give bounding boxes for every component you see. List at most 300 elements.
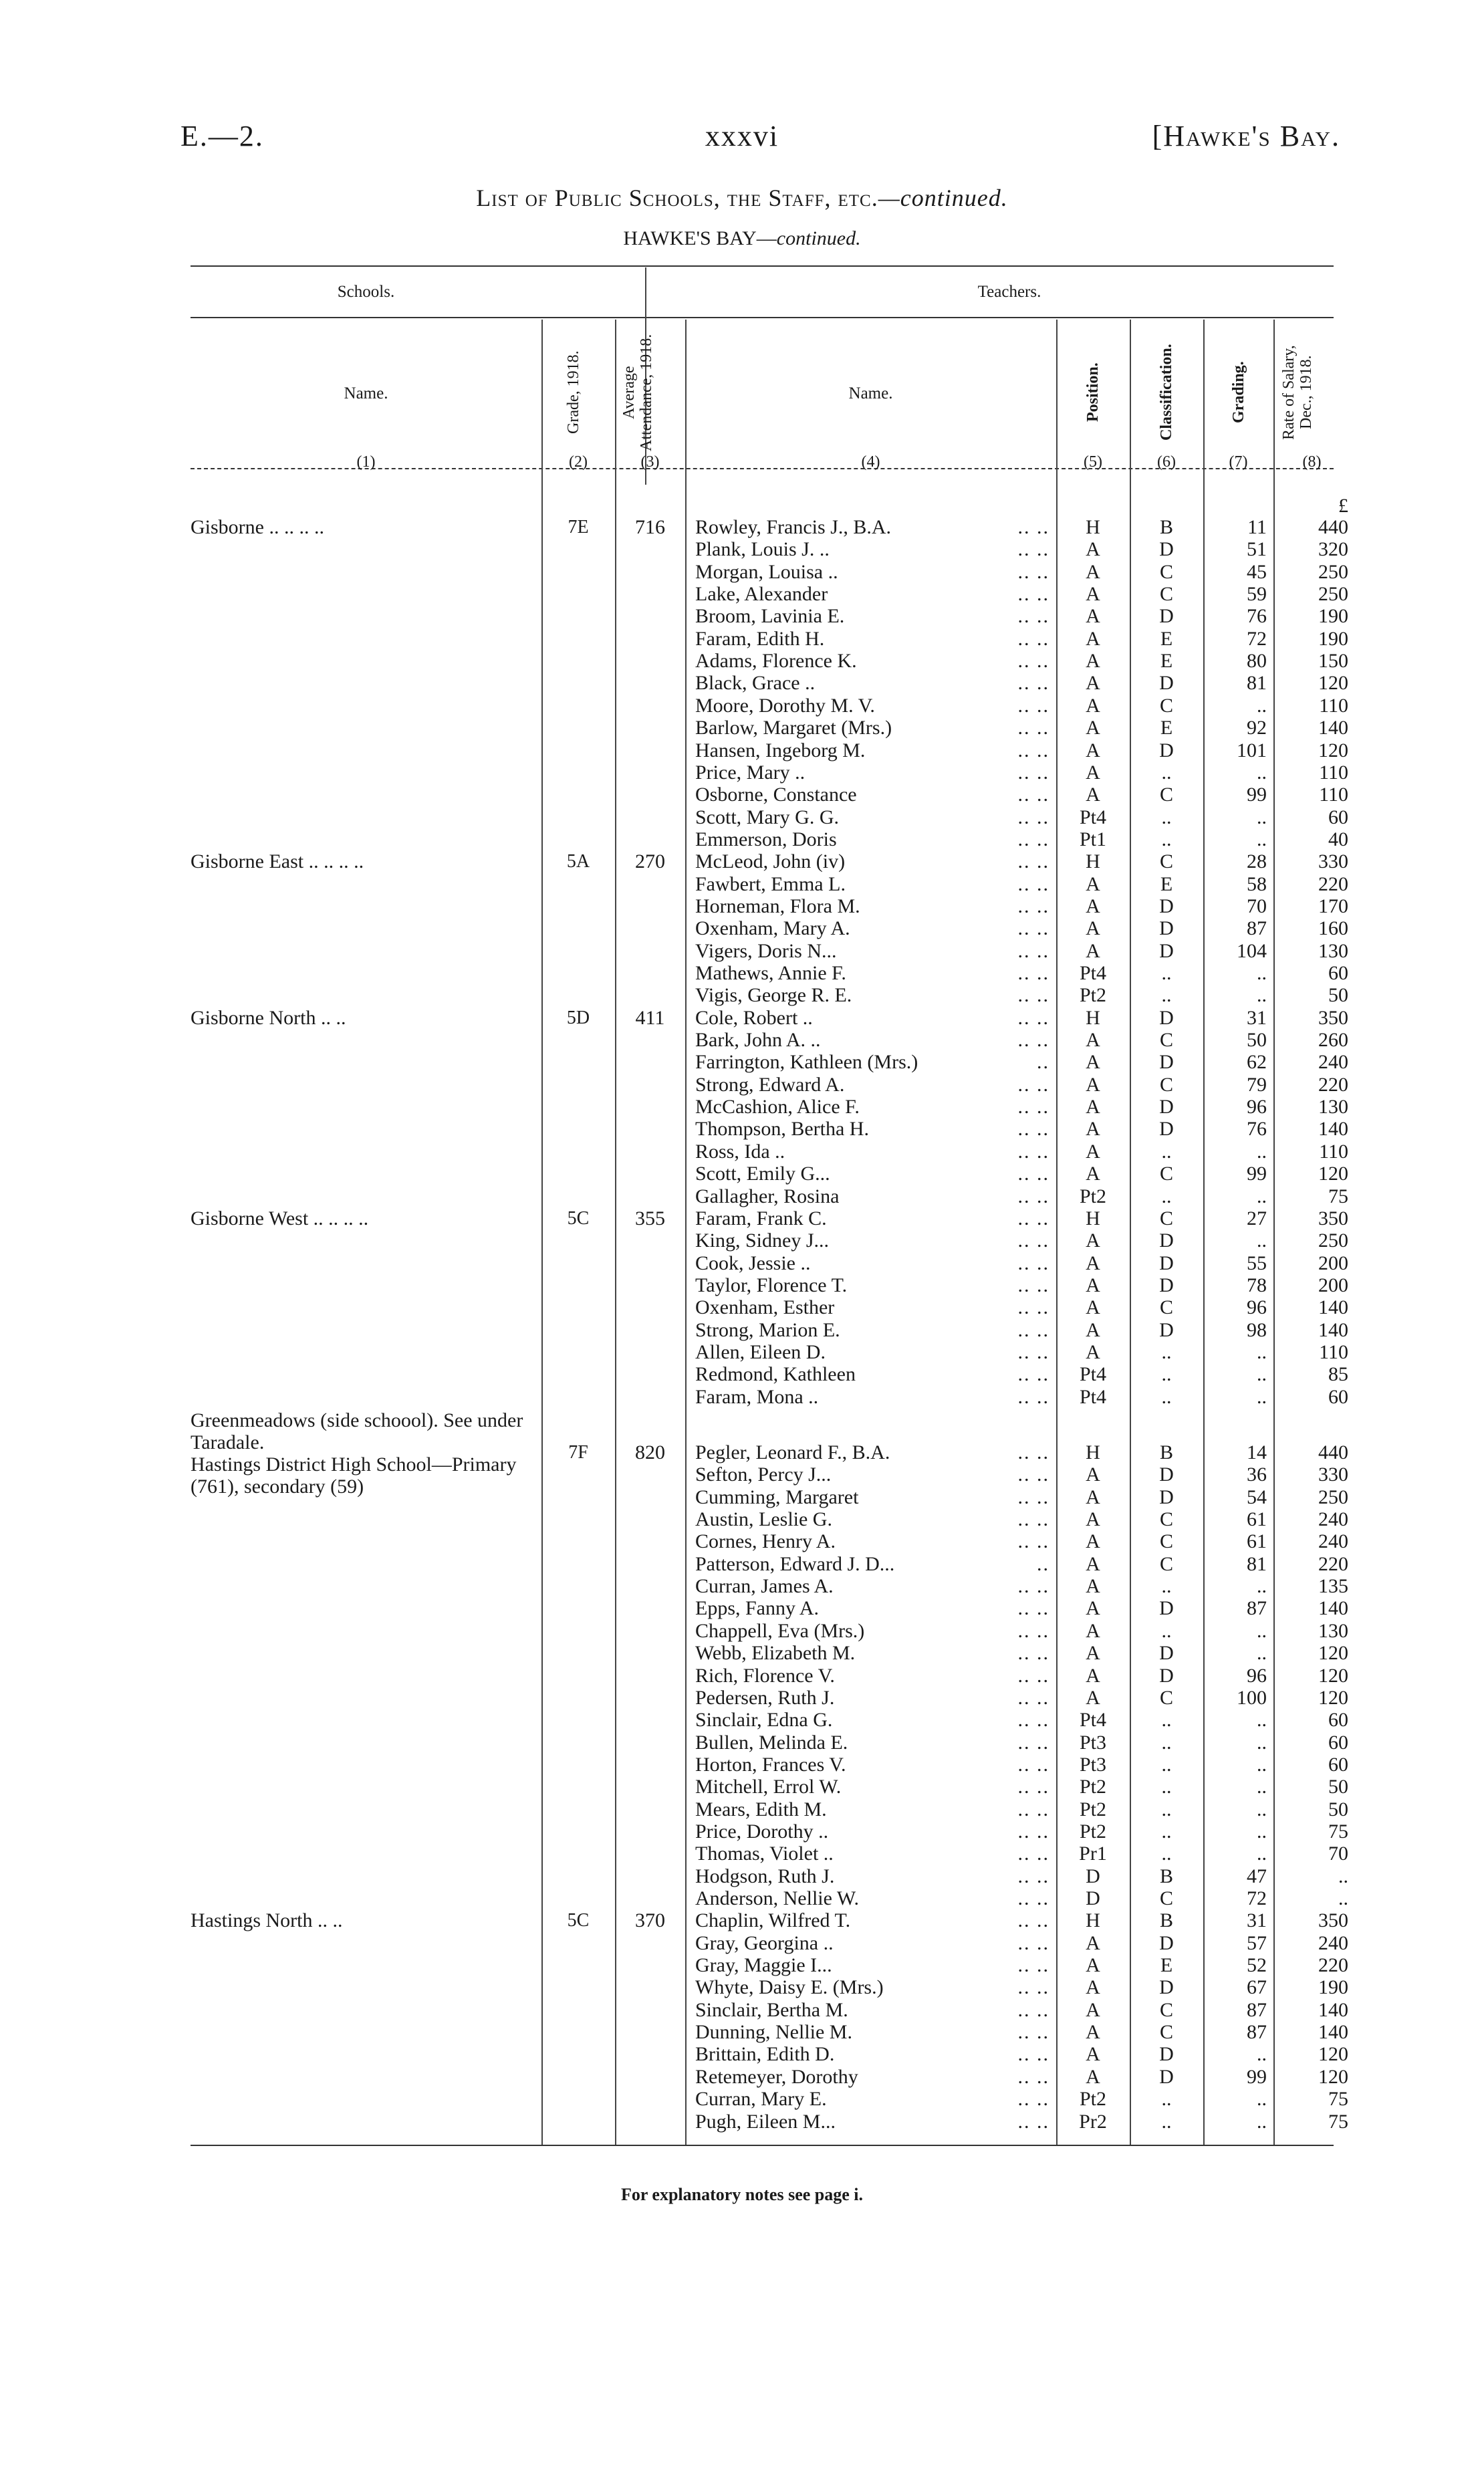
teacher-name: Faram, Edith H. xyxy=(695,628,825,650)
teacher-grading: .. xyxy=(1257,984,1267,1006)
teacher-salary: 110 xyxy=(1319,695,1348,717)
teacher-name: Gray, Georgina .. xyxy=(695,1932,834,1954)
teacher-salary: 75 xyxy=(1328,1185,1348,1207)
teacher-classification: .. xyxy=(1161,984,1172,1006)
teacher-position: H xyxy=(1086,1207,1100,1229)
leader-dots: .. .. xyxy=(1017,695,1049,717)
teacher-salary: .. xyxy=(1338,1865,1348,1887)
teacher-salary: 320 xyxy=(1318,538,1348,560)
teacher-salary: 240 xyxy=(1318,1051,1348,1073)
teacher-classification: .. xyxy=(1161,1843,1172,1865)
teacher-grading: 79 xyxy=(1247,1074,1267,1096)
table-row xyxy=(0,1687,1484,1709)
teacher-classification: E xyxy=(1160,628,1173,650)
table-row xyxy=(0,1843,1484,1865)
school-name: Gisborne East .. .. .. .. xyxy=(191,850,364,872)
teacher-name: Cook, Jessie .. xyxy=(695,1252,811,1274)
teacher-classification: E xyxy=(1160,1954,1173,1976)
table-row xyxy=(0,1976,1484,1998)
table-row xyxy=(0,2088,1484,2110)
table-row xyxy=(0,1575,1484,1597)
table-row xyxy=(0,1319,1484,1341)
teacher-grading: 67 xyxy=(1247,1976,1267,1998)
teacher-salary: 140 xyxy=(1318,1296,1348,1318)
teacher-classification: D xyxy=(1159,1007,1174,1029)
teacher-salary: 120 xyxy=(1318,2043,1348,2065)
teacher-grading: 11 xyxy=(1247,516,1267,538)
teacher-grading: 99 xyxy=(1247,1163,1267,1185)
teacher-position: A xyxy=(1086,1463,1100,1486)
teacher-position: H xyxy=(1086,516,1100,538)
teacher-grading: .. xyxy=(1257,1642,1267,1664)
teacher-salary: 140 xyxy=(1318,2021,1348,2043)
leader-dots: .. .. xyxy=(1017,516,1049,538)
teacher-grading: .. xyxy=(1257,806,1267,828)
table-row xyxy=(0,1776,1484,1798)
teacher-grading: 99 xyxy=(1247,2066,1267,2088)
teacher-position: A xyxy=(1086,1642,1100,1664)
teacher-name: Sinclair, Edna G. xyxy=(695,1709,833,1731)
teacher-salary: 190 xyxy=(1318,605,1348,627)
leader-dots: .. .. xyxy=(1017,1798,1049,1820)
teacher-grading: 76 xyxy=(1247,1118,1267,1140)
teacher-position: A xyxy=(1086,1252,1100,1274)
table-row xyxy=(0,1754,1484,1776)
teacher-salary: 110 xyxy=(1319,1341,1348,1363)
leader-dots: .. .. xyxy=(1017,1575,1049,1597)
leader-dots: .. .. xyxy=(1017,1530,1049,1552)
leader-dots: .. .. xyxy=(1017,1296,1049,1318)
teacher-classification: D xyxy=(1159,1463,1174,1486)
leader-dots: .. .. xyxy=(1017,1820,1049,1843)
teacher-grading: .. xyxy=(1257,962,1267,984)
teacher-name: Redmond, Kathleen xyxy=(695,1363,856,1385)
table-row xyxy=(0,850,1484,872)
teacher-classification: C xyxy=(1159,695,1173,717)
teacher-classification: .. xyxy=(1161,1363,1172,1385)
teacher-salary: 220 xyxy=(1318,873,1348,895)
table-row xyxy=(0,1274,1484,1296)
teacher-salary: 140 xyxy=(1318,717,1348,739)
school-grade: 7E xyxy=(568,517,589,538)
teacher-position: A xyxy=(1086,695,1100,717)
teacher-position: A xyxy=(1086,1665,1100,1687)
teacher-position: A xyxy=(1086,650,1100,672)
table-row xyxy=(0,1296,1484,1318)
teacher-salary: .. xyxy=(1338,1887,1348,1909)
teacher-classification: E xyxy=(1160,650,1173,672)
teacher-classification: D xyxy=(1159,1486,1174,1508)
teacher-position: A xyxy=(1086,1118,1100,1140)
leader-dots: .. .. xyxy=(1017,1909,1049,1931)
leader-dots: .. .. xyxy=(1017,1341,1049,1363)
teacher-grading: 70 xyxy=(1247,895,1267,917)
teacher-position: A xyxy=(1086,1932,1100,1954)
leader-dots: .. .. xyxy=(1017,1141,1049,1163)
teacher-classification: D xyxy=(1159,1118,1174,1140)
teacher-salary: 60 xyxy=(1328,1754,1348,1776)
teacher-name: Taylor, Florence T. xyxy=(695,1274,848,1296)
leader-dots: .. .. xyxy=(1017,1665,1049,1687)
col-header-grade: Grade, 1918. xyxy=(565,350,582,435)
table-row xyxy=(0,1798,1484,1820)
table-row xyxy=(0,1865,1484,1887)
teacher-classification: C xyxy=(1159,583,1173,605)
header-right: [Hawke's Bay. xyxy=(1152,120,1340,152)
teacher-name: Strong, Marion E. xyxy=(695,1319,840,1341)
teacher-name: Farrington, Kathleen (Mrs.) xyxy=(695,1051,918,1073)
teacher-salary: 220 xyxy=(1318,1954,1348,1976)
leader-dots: .. .. xyxy=(1017,1319,1049,1341)
teacher-classification: E xyxy=(1160,873,1173,895)
teacher-name: Bullen, Melinda E. xyxy=(695,1732,848,1754)
teacher-grading: 87 xyxy=(1247,1597,1267,1619)
teacher-grading: 72 xyxy=(1247,628,1267,650)
table-row xyxy=(0,561,1484,583)
teacher-classification: C xyxy=(1159,1029,1173,1051)
teacher-position: Pt1 xyxy=(1079,828,1107,850)
table-row xyxy=(0,1530,1484,1552)
table-row xyxy=(0,1999,1484,2021)
teacher-name: Pedersen, Ruth J. xyxy=(695,1687,835,1709)
teacher-position: A xyxy=(1086,1508,1100,1530)
rule-group xyxy=(191,317,1334,318)
teacher-classification: .. xyxy=(1161,962,1172,984)
leader-dots: .. .. xyxy=(1017,940,1049,962)
teacher-salary: 50 xyxy=(1328,1776,1348,1798)
col-header-teacher-name: Name. xyxy=(848,384,893,402)
teacher-grading: .. xyxy=(1257,1754,1267,1776)
teacher-grading: 62 xyxy=(1247,1051,1267,1073)
teacher-grading: 50 xyxy=(1247,1029,1267,1051)
teacher-classification: C xyxy=(1159,1530,1173,1552)
teacher-grading: 96 xyxy=(1247,1096,1267,1118)
teacher-name: Webb, Elizabeth M. xyxy=(695,1642,856,1664)
leader-dots: .. .. xyxy=(1017,1007,1049,1029)
teacher-position: Pr2 xyxy=(1079,2111,1107,2133)
teacher-grading: 54 xyxy=(1247,1486,1267,1508)
teacher-name: Patterson, Edward J. D... xyxy=(695,1553,895,1575)
teacher-grading: 31 xyxy=(1247,1909,1267,1931)
table-row xyxy=(0,895,1484,917)
teacher-name: Broom, Lavinia E. xyxy=(695,605,845,627)
leader-dots: .. .. xyxy=(1017,1687,1049,1709)
teacher-position: Pt3 xyxy=(1079,1732,1107,1754)
table-row xyxy=(0,962,1484,984)
school-attendance: 411 xyxy=(635,1007,665,1029)
teacher-position: A xyxy=(1086,1229,1100,1252)
leader-dots: .. .. xyxy=(1017,1597,1049,1619)
teacher-position: A xyxy=(1086,1319,1100,1341)
leader-dots: .. .. xyxy=(1017,538,1049,560)
group-header-schools: Schools. xyxy=(337,283,395,301)
teacher-grading: 14 xyxy=(1247,1441,1267,1463)
teacher-grading: 92 xyxy=(1247,717,1267,739)
teacher-position: A xyxy=(1086,917,1100,939)
teacher-name: Dunning, Nellie M. xyxy=(695,2021,852,2043)
teacher-position: Pt4 xyxy=(1079,1386,1107,1408)
teacher-classification: C xyxy=(1159,561,1173,583)
teacher-classification: C xyxy=(1159,784,1173,806)
teacher-position: A xyxy=(1086,1530,1100,1552)
leader-dots: .. .. xyxy=(1017,1274,1049,1296)
teacher-position: A xyxy=(1086,1029,1100,1051)
teacher-classification: C xyxy=(1159,1887,1173,1909)
col-number: (7) xyxy=(1229,453,1248,471)
teacher-classification: .. xyxy=(1161,1620,1172,1642)
teacher-classification: .. xyxy=(1161,761,1172,784)
teacher-salary: 60 xyxy=(1328,1709,1348,1731)
teacher-name: Price, Mary .. xyxy=(695,761,806,784)
teacher-classification: .. xyxy=(1161,1141,1172,1163)
leader-dots: .. .. xyxy=(1017,2088,1049,2110)
teacher-classification: C xyxy=(1159,1999,1173,2021)
teacher-name: Scott, Mary G. G. xyxy=(695,806,839,828)
school-name: Gisborne West .. .. .. .. xyxy=(191,1207,369,1229)
leader-dots: .. .. xyxy=(1017,1709,1049,1731)
teacher-salary: 140 xyxy=(1318,1319,1348,1341)
leader-dots: .. .. xyxy=(1017,895,1049,917)
teacher-position: Pt3 xyxy=(1079,1754,1107,1776)
table-row xyxy=(0,1252,1484,1274)
teacher-salary: 150 xyxy=(1318,650,1348,672)
teacher-classification: .. xyxy=(1161,1754,1172,1776)
teacher-salary: 75 xyxy=(1328,2088,1348,2110)
teacher-grading: 57 xyxy=(1247,1932,1267,1954)
footer-note: For explanatory notes see page i. xyxy=(620,2185,864,2204)
teacher-classification: D xyxy=(1159,895,1174,917)
teacher-name: Faram, Frank C. xyxy=(695,1207,827,1229)
teacher-name: Austin, Leslie G. xyxy=(695,1508,832,1530)
teacher-position: Pr1 xyxy=(1079,1843,1107,1865)
leader-dots: .. .. xyxy=(1017,1441,1049,1463)
teacher-name: King, Sidney J... xyxy=(695,1229,830,1252)
teacher-grading: .. xyxy=(1257,828,1267,850)
teacher-salary: 85 xyxy=(1328,1363,1348,1385)
table-row xyxy=(0,2021,1484,2043)
leader-dots: .. .. xyxy=(1017,1074,1049,1096)
teacher-position: A xyxy=(1086,1274,1100,1296)
teacher-grading: 96 xyxy=(1247,1296,1267,1318)
teacher-salary: 140 xyxy=(1318,1999,1348,2021)
teacher-name: Oxenham, Esther xyxy=(695,1296,835,1318)
leader-dots: .. .. xyxy=(1017,1976,1049,1998)
teacher-position: H xyxy=(1086,850,1100,872)
school-attendance: 370 xyxy=(635,1909,665,1931)
currency-symbol: £ xyxy=(1338,495,1348,517)
teacher-classification: C xyxy=(1159,1687,1173,1709)
teacher-name: Adams, Florence K. xyxy=(695,650,857,672)
leader-dots: .. xyxy=(1037,1553,1049,1575)
teacher-name: Hodgson, Ruth J. xyxy=(695,1865,835,1887)
page-title xyxy=(0,184,1484,212)
leader-dots: .. .. xyxy=(1017,2021,1049,2043)
teacher-salary: 130 xyxy=(1318,1096,1348,1118)
teacher-salary: 330 xyxy=(1318,1463,1348,1486)
leader-dots: .. .. xyxy=(1017,650,1049,672)
teacher-classification: .. xyxy=(1161,1386,1172,1408)
teacher-name: Barlow, Margaret (Mrs.) xyxy=(695,717,892,739)
teacher-position: A xyxy=(1086,1620,1100,1642)
col-header-salary: Rate of Salary, Dec., 1918. xyxy=(1280,345,1315,440)
teacher-position: H xyxy=(1086,1007,1100,1029)
teacher-name: Vigis, George R. E. xyxy=(695,984,852,1006)
teacher-position: A xyxy=(1086,940,1100,962)
table-row xyxy=(0,1820,1484,1843)
teacher-position: A xyxy=(1086,2021,1100,2043)
teacher-salary: 190 xyxy=(1318,628,1348,650)
teacher-salary: 120 xyxy=(1318,1665,1348,1687)
teacher-name: Fawbert, Emma L. xyxy=(695,873,846,895)
teacher-grading: .. xyxy=(1257,2088,1267,2110)
teacher-salary: 240 xyxy=(1318,1530,1348,1552)
teacher-classification: B xyxy=(1159,1909,1173,1931)
leader-dots: .. .. xyxy=(1017,1843,1049,1865)
teacher-salary: 75 xyxy=(1328,2111,1348,2133)
teacher-classification: D xyxy=(1159,1642,1174,1664)
teacher-classification: D xyxy=(1159,1932,1174,1954)
teacher-position: A xyxy=(1086,717,1100,739)
col-header-school-name: Name. xyxy=(344,384,388,402)
page-title-main: List of Public Schools, the Staff, etc. xyxy=(476,185,878,211)
teacher-salary: 120 xyxy=(1318,672,1348,694)
teacher-salary: 120 xyxy=(1318,739,1348,761)
teacher-classification: D xyxy=(1159,605,1174,627)
table-row xyxy=(0,940,1484,962)
teacher-salary: 140 xyxy=(1318,1118,1348,1140)
teacher-name: Morgan, Louisa .. xyxy=(695,561,838,583)
teacher-name: Sinclair, Bertha M. xyxy=(695,1999,848,2021)
teacher-name: Sefton, Percy J... xyxy=(695,1463,832,1486)
table-row xyxy=(0,1141,1484,1163)
school-grade: 5C xyxy=(567,1910,590,1931)
teacher-salary: 50 xyxy=(1328,1798,1348,1820)
teacher-classification: D xyxy=(1159,1229,1174,1252)
teacher-grading: 28 xyxy=(1247,850,1267,872)
teacher-salary: 240 xyxy=(1318,1932,1348,1954)
teacher-grading: .. xyxy=(1257,1776,1267,1798)
table-row xyxy=(0,672,1484,694)
leader-dots: .. .. xyxy=(1017,628,1049,650)
table-row xyxy=(0,1029,1484,1051)
teacher-grading: .. xyxy=(1257,1229,1267,1252)
note-hastings-district: Hastings District High School—Primary (761), secondary (59) xyxy=(191,1453,517,1498)
leader-dots: .. .. xyxy=(1017,1865,1049,1887)
teacher-salary: 110 xyxy=(1319,784,1348,806)
teacher-name: Ross, Ida .. xyxy=(695,1141,785,1163)
leader-dots: .. .. xyxy=(1017,1954,1049,1976)
teacher-classification: .. xyxy=(1161,1732,1172,1754)
table-row xyxy=(0,1163,1484,1185)
leader-dots: .. .. xyxy=(1017,1363,1049,1385)
leader-dots: .. .. xyxy=(1017,2043,1049,2065)
teacher-position: A xyxy=(1086,672,1100,694)
table-row xyxy=(0,2043,1484,2065)
teacher-position: A xyxy=(1086,538,1100,560)
table-row xyxy=(0,1229,1484,1252)
table-row xyxy=(0,1207,1484,1229)
col-number: (3) xyxy=(640,453,660,471)
table-row xyxy=(0,1642,1484,1664)
teacher-salary: 200 xyxy=(1318,1252,1348,1274)
table-row xyxy=(0,1665,1484,1687)
teacher-position: A xyxy=(1086,583,1100,605)
teacher-classification: .. xyxy=(1161,2088,1172,2110)
teacher-classification: D xyxy=(1159,1252,1174,1274)
teacher-position: A xyxy=(1086,761,1100,784)
teacher-position: D xyxy=(1086,1887,1100,1909)
teacher-position: A xyxy=(1086,1341,1100,1363)
teacher-grading: .. xyxy=(1257,1141,1267,1163)
teacher-grading: .. xyxy=(1257,1341,1267,1363)
teacher-classification: B xyxy=(1159,1865,1173,1887)
col-number: (8) xyxy=(1302,453,1322,471)
teacher-grading: 61 xyxy=(1247,1530,1267,1552)
page-subtitle-suffix: continued. xyxy=(776,227,861,249)
table-row xyxy=(0,1051,1484,1073)
teacher-name: Pegler, Leonard F., B.A. xyxy=(695,1441,890,1463)
teacher-position: A xyxy=(1086,1163,1100,1185)
leader-dots: .. .. xyxy=(1017,1999,1049,2021)
table-row xyxy=(0,784,1484,806)
teacher-position: A xyxy=(1086,895,1100,917)
teacher-classification: C xyxy=(1159,1074,1173,1096)
col-header-grading: Grading. xyxy=(1230,361,1247,424)
teacher-name: Bark, John A. .. xyxy=(695,1029,821,1051)
teacher-salary: 190 xyxy=(1318,1976,1348,1998)
teacher-classification: D xyxy=(1159,1976,1174,1998)
leader-dots: .. .. xyxy=(1017,1386,1049,1408)
teacher-grading: .. xyxy=(1257,1575,1267,1597)
teacher-grading: 101 xyxy=(1237,739,1267,761)
teacher-classification: D xyxy=(1159,1665,1174,1687)
teacher-name: Faram, Mona .. xyxy=(695,1386,819,1408)
teacher-name: Osborne, Constance xyxy=(695,784,857,806)
teacher-name: Chappell, Eva (Mrs.) xyxy=(695,1620,865,1642)
teacher-salary: 40 xyxy=(1328,828,1348,850)
table-row xyxy=(0,984,1484,1006)
school-grade: 7F xyxy=(568,1442,588,1463)
col-number: (1) xyxy=(356,453,376,471)
leader-dots: .. .. xyxy=(1017,984,1049,1006)
teacher-salary: 250 xyxy=(1318,583,1348,605)
teacher-classification: D xyxy=(1159,739,1174,761)
teacher-grading: .. xyxy=(1257,1798,1267,1820)
teacher-grading: 80 xyxy=(1247,650,1267,672)
teacher-grading: 59 xyxy=(1247,583,1267,605)
teacher-salary: 240 xyxy=(1318,1508,1348,1530)
leader-dots: .. .. xyxy=(1017,1185,1049,1207)
teacher-classification: D xyxy=(1159,940,1174,962)
table-row xyxy=(0,917,1484,939)
table-row xyxy=(0,695,1484,717)
teacher-position: A xyxy=(1086,1954,1100,1976)
col-header-attendance: Average Attendance, 1918. xyxy=(620,334,655,451)
teacher-position: A xyxy=(1086,1976,1100,1998)
teacher-grading: .. xyxy=(1257,1185,1267,1207)
col-number: (2) xyxy=(569,453,588,471)
teacher-name: Black, Grace .. xyxy=(695,672,816,694)
teacher-position: A xyxy=(1086,2043,1100,2065)
page-subtitle xyxy=(0,227,1484,250)
teacher-name: Retemeyer, Dorothy xyxy=(695,2066,858,2088)
teacher-salary: 250 xyxy=(1318,561,1348,583)
teacher-name: Brittain, Edith D. xyxy=(695,2043,835,2065)
teacher-position: A xyxy=(1086,1096,1100,1118)
teacher-position: A xyxy=(1086,873,1100,895)
teacher-name: Allen, Eileen D. xyxy=(695,1341,826,1363)
teacher-position: Pt2 xyxy=(1079,2088,1107,2110)
